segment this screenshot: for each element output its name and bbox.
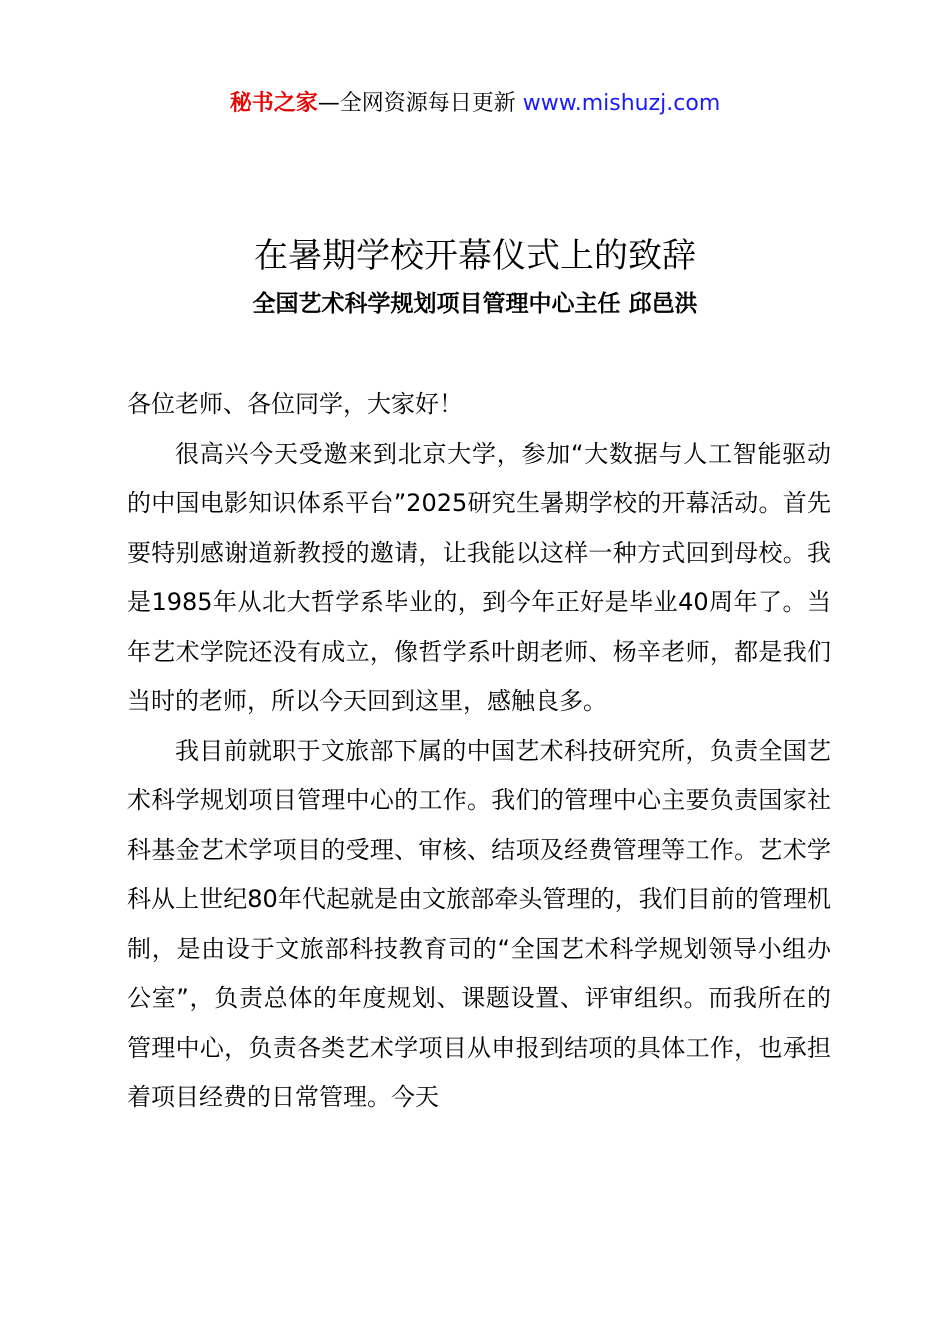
body-paragraph-1: 很高兴今天受邀来到北京大学，参加“大数据与人工智能驱动的中国电影知识体系平台”2025研究生暑期学校的开幕活动。首先要特别感谢道新教授的邀请，让我能以这样一种方式回到母校。我是1985年从北大哲学系毕业的，到今年正好是毕业40周年了。当年艺术学院还没有成立，像哲学系叶朗老师、杨辛老师，都是我们当时的老师，所以今天回到这里，感触良多。 [127, 439, 831, 715]
site-header [0, 86, 950, 122]
site-tagline: —全网资源每日更新 [317, 91, 523, 116]
document-title: 在暑期学校开幕仪式上的致辞 [254, 236, 696, 276]
document-subtitle: 全国艺术科学规划项目管理中心主任 邱邑洪 [252, 291, 698, 317]
greeting-paragraph: 各位老师、各位同学，大家好！ [127, 390, 463, 418]
document-body [127, 380, 831, 1123]
body-paragraph-2: 我目前就职于文旅部下属的中国艺术科技研究所，负责全国艺术科学规划项目管理中心的工作。我们的管理中心主要负责国家社科基金艺术学项目的受理、审核、结项及经费管理等工作。艺术学科从上世纪80年代起就是由文旅部牵头管理的，我们目前的管理机制，是由设于文旅部科技教育司的“全国艺术科学规划领导小组办公室”，负责总体的年度规划、课题设置、评审组织。而我所在的管理中心，负责各类艺术学项目从申报到结项的具体工作，也承担着项目经费的日常管理。今天 [127, 736, 831, 1111]
site-brand: 秘书之家 [229, 91, 318, 116]
site-url-link[interactable]: www.mishuzj.com [522, 91, 721, 116]
